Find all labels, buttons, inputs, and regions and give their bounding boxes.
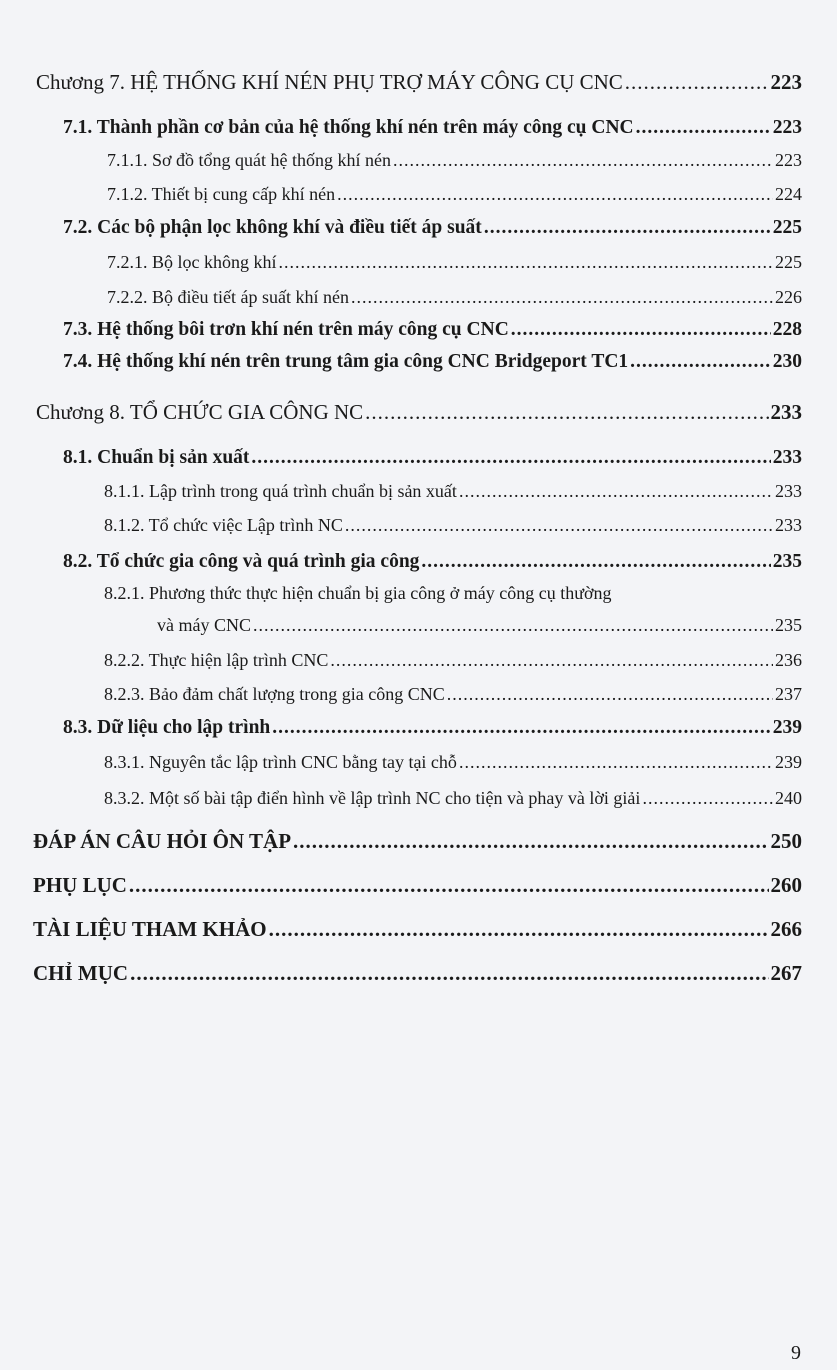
toc-subsection-7-1-1[interactable] xyxy=(107,150,802,171)
toc-entry-page: 223 xyxy=(772,117,802,138)
toc-entry-page: 239 xyxy=(775,752,802,772)
toc-entry-page: 226 xyxy=(775,287,802,307)
toc-leader-dots xyxy=(393,150,773,171)
toc-leader-dots xyxy=(447,684,773,705)
toc-leader-dots xyxy=(636,117,771,139)
toc-entry-title: 7.3. Hệ thống bôi trơn khí nén trên máy công cụ CNC xyxy=(63,319,509,340)
toc-leader-dots xyxy=(459,481,773,502)
toc-section-7-4[interactable] xyxy=(63,351,802,373)
toc-entry-title: 7.2.2. Bộ điều tiết áp suất khí nén xyxy=(107,287,349,307)
toc-subsection-8-1-1[interactable] xyxy=(104,481,802,502)
toc-entry-title: 8.3.1. Nguyên tắc lập trình CNC bằng tay tại chỗ xyxy=(104,752,457,772)
toc-entry-page: 240 xyxy=(775,788,802,808)
toc-section-8-3[interactable] xyxy=(63,717,802,739)
toc-leader-dots xyxy=(330,650,773,671)
toc-entry-title: 7.1. Thành phần cơ bản của hệ thống khí nén trên máy công cụ CNC xyxy=(63,117,634,138)
toc-entry-title: 8.2. Tổ chức gia công và quá trình gia công xyxy=(63,551,420,572)
toc-references[interactable] xyxy=(33,917,802,942)
toc-appendix[interactable] xyxy=(33,873,802,898)
toc-entry-page: 236 xyxy=(775,650,802,670)
toc-section-7-2[interactable] xyxy=(63,217,802,239)
toc-subsection-8-2-1[interactable] xyxy=(157,615,802,636)
toc-entry-title: 8.1. Chuẩn bị sản xuất xyxy=(63,447,250,468)
toc-entry-page: 228 xyxy=(772,319,802,340)
toc-section-8-2[interactable] xyxy=(63,551,802,573)
toc-entry-page: 233 xyxy=(775,515,802,535)
toc-subsection-8-2-1-title[interactable]: 8.2.1. Phương thức thực hiện chuẩn bị gia công ở máy công cụ thường xyxy=(104,583,612,603)
toc-entry-title: 7.2.1. Bộ lọc không khí xyxy=(107,252,277,272)
toc-leader-dots xyxy=(130,961,768,986)
toc-entry-title: 7.1.2. Thiết bị cung cấp khí nén xyxy=(107,184,336,204)
toc-leader-dots xyxy=(484,217,771,239)
toc-leader-dots xyxy=(630,351,771,373)
toc-leader-dots xyxy=(279,252,774,273)
toc-leader-dots xyxy=(253,615,773,636)
toc-entry-page: 237 xyxy=(775,684,802,704)
toc-entry-page: 223 xyxy=(770,70,802,94)
toc-leader-dots xyxy=(351,287,773,308)
toc-entry-page: 266 xyxy=(770,917,802,941)
toc-entry-page: 233 xyxy=(770,400,802,424)
toc-entry-title: 7.1.1. Sơ đồ tổng quát hệ thống khí nén xyxy=(107,150,392,170)
toc-entry-page: 225 xyxy=(772,217,802,238)
toc-entry-page: 225 xyxy=(775,252,802,272)
toc-subsection-8-1-2[interactable] xyxy=(104,515,802,536)
toc-section-8-1[interactable] xyxy=(63,447,802,469)
toc-entry-title: TÀI LIỆU THAM KHẢO xyxy=(33,917,267,941)
toc-entry-title: 8.2.3. Bảo đảm chất lượng trong gia công CNC xyxy=(104,684,445,704)
toc-leader-dots xyxy=(251,447,770,469)
toc-entry-page: 260 xyxy=(770,873,802,897)
toc-subsection-7-1-2[interactable] xyxy=(107,184,802,205)
toc-entry-continuation: và máy CNC xyxy=(157,615,251,635)
toc-leader-dots xyxy=(421,551,770,573)
toc-leader-dots xyxy=(272,717,770,739)
toc-chapter-8[interactable] xyxy=(36,400,802,425)
toc-entry-title: CHỈ MỤC xyxy=(33,961,129,985)
toc-subsection-8-3-1[interactable] xyxy=(104,752,802,773)
toc-entry-page: 233 xyxy=(772,447,802,468)
toc-leader-dots xyxy=(345,515,773,536)
toc-entry-page: 235 xyxy=(775,615,802,635)
toc-entry-title: 7.4. Hệ thống khí nén trên trung tâm gia công CNC Bridgeport TC1 xyxy=(63,351,629,372)
toc-entry-title: PHỤ LỤC xyxy=(33,873,127,897)
toc-entry-page: 239 xyxy=(772,717,802,738)
toc-entry-page: 223 xyxy=(775,150,802,170)
toc-entry-title: 8.3. Dữ liệu cho lập trình xyxy=(63,717,271,738)
toc-entry-page: 250 xyxy=(770,829,802,853)
toc-subsection-8-2-2[interactable] xyxy=(104,650,802,671)
toc-entry-page: 224 xyxy=(775,184,802,204)
toc-leader-dots xyxy=(129,873,769,898)
toc-leader-dots xyxy=(269,917,769,942)
toc-entry-title: ĐÁP ÁN CÂU HỎI ÔN TẬP xyxy=(33,829,292,853)
toc-leader-dots xyxy=(365,400,768,425)
toc-answers[interactable] xyxy=(33,829,802,854)
toc-leader-dots xyxy=(459,752,773,773)
toc-subsection-7-2-1[interactable] xyxy=(107,252,802,273)
toc-leader-dots xyxy=(293,829,768,854)
toc-entry-page: 230 xyxy=(772,351,802,372)
toc-entry-title: 8.1.1. Lập trình trong quá trình chuẩn bị sản xuất xyxy=(104,481,457,501)
toc-entry-page: 267 xyxy=(770,961,802,985)
toc-leader-dots xyxy=(337,184,773,205)
toc-entry-title: 8.3.2. Một số bài tập điển hình về lập trình NC cho tiện và phay và lời giải xyxy=(104,788,641,808)
toc-index[interactable] xyxy=(33,961,802,986)
toc-section-7-1[interactable] xyxy=(63,117,802,139)
toc-leader-dots xyxy=(625,70,769,95)
toc-subsection-8-3-2[interactable] xyxy=(104,788,802,809)
toc-section-7-3[interactable] xyxy=(63,319,802,341)
toc-entry-title: 7.2. Các bộ phận lọc không khí và điều tiết áp suất xyxy=(63,217,482,238)
page-number: 9 xyxy=(791,1342,801,1364)
toc-entry-page: 233 xyxy=(775,481,802,501)
toc-leader-dots xyxy=(642,788,773,809)
toc-entry-page: 235 xyxy=(772,551,802,572)
toc-leader-dots xyxy=(511,319,771,341)
toc-entry-title: Chương 7. HỆ THỐNG KHÍ NÉN PHỤ TRỢ MÁY CÔNG CỤ CNC xyxy=(36,70,623,94)
toc-chapter-7[interactable] xyxy=(36,70,802,95)
toc-subsection-8-2-3[interactable] xyxy=(104,684,802,705)
toc-entry-title: 8.2.2. Thực hiện lập trình CNC xyxy=(104,650,329,670)
toc-subsection-7-2-2[interactable] xyxy=(107,287,802,308)
toc-entry-title: 8.1.2. Tổ chức việc Lập trình NC xyxy=(104,515,343,535)
toc-entry-title: Chương 8. TỔ CHỨC GIA CÔNG NC xyxy=(36,400,364,424)
